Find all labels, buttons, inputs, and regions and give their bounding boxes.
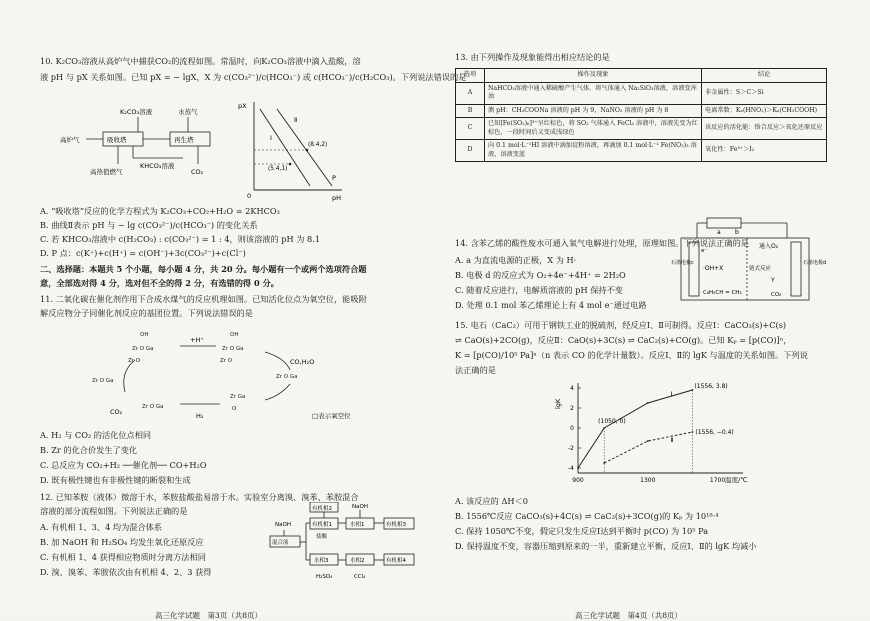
cell-c-label: 石墨电极c [671, 260, 694, 266]
annotation: (1556, 3.8) [694, 383, 728, 390]
series-label: Ⅱ [670, 436, 674, 444]
plot-ylabel: pX [238, 102, 247, 110]
plot-p: P [332, 174, 336, 182]
plot-line2-label: Ⅱ [294, 116, 298, 124]
svg-text:Zr O: Zr O [128, 358, 141, 364]
q13-cell-res: 该反应的活化能：络合反应＞氧化还原反应 [702, 118, 827, 140]
x-tick-label: 1700 [709, 477, 726, 484]
q10-option-d: D. P 点：c(K⁺)+c(H⁺) = c(OH⁻)+3c(CO₃²⁻)+c(Cl⁻) [40, 248, 246, 258]
cell-b: b [735, 229, 739, 236]
q12-org2: 有机相2 [312, 506, 332, 512]
q11-option-a: A. H₂ 与 CO₂ 的活化位点相同 [40, 430, 152, 440]
series-line-1 [578, 390, 692, 468]
q12-option-c: C. 有机相 1、4 获得相应物质时分离方法相同 [40, 552, 206, 562]
q15-line3: K = [p(CO)/10⁵ Pa]ⁿ（n 表示 CO 的化学计量数）。反应Ⅰ、Ⅱ的 lgK 与温度的关系如图。下列说 [455, 350, 808, 360]
series-label: Ⅰ [670, 390, 673, 398]
q11-line1: 11. 二氧化碳在催化剂作用下合成水煤气的反应机理如图。已知活化位点为氧空位，能吸附 [40, 294, 367, 304]
flow-gas-in: 高炉气 [60, 136, 80, 144]
q10-line1: 10. K₂CO₃溶液从高炉气中捕获CO₂的流程如图。常温时，向K₂CO₃溶液中滴入盐酸，溶 [40, 56, 361, 66]
q14-option-c: C. 随着反应进行，电解质溶液的 pH 保持不变 [455, 285, 623, 295]
y-tick-label: 4 [570, 385, 574, 392]
q13-title: 13. 由下列操作及现象能得出相应结论的是 [455, 52, 610, 62]
q12-ccl4: CCl₄ [354, 574, 366, 580]
q13-table [455, 68, 827, 162]
flow-khco3: KHCO₃溶液 [140, 162, 175, 170]
svg-text:O: O [232, 406, 237, 412]
q12-separation-flow [230, 502, 435, 584]
q12-aq1: 水相1 [350, 522, 365, 528]
q10-option-b: B. 曲线Ⅱ表示 pH 与 − lg c(CO₃²⁻)/c(HCO₃⁻) 的变化关系 [40, 220, 258, 230]
q14-option-a: A. a 为直流电源的正极，X 为 H· [455, 255, 577, 265]
q11-line2: 解反应物分子同催化剂反应的基团位置。下列说法错误的是 [40, 308, 253, 318]
q12-aq3: 水相3 [314, 558, 329, 564]
q10-option-a: A. “吸收塔”反应的化学方程式为 K₂CO₃+CO₂+H₂O = 2KHCO₃ [40, 206, 280, 216]
q11-option-d: D. 既有极性键也有非极性键的断裂和生成 [40, 475, 191, 485]
flow-absorb: 吸收塔 [107, 136, 127, 144]
y-tick-label: 2 [570, 405, 574, 412]
q13-header-row [456, 69, 827, 83]
q13-cell-op: 测 pH：CH₃COONa 溶液的 pH 为 9，NaNO₂ 溶液的 pH 为 8 [485, 104, 702, 118]
svg-text:Zr O: Zr O [220, 358, 233, 364]
annotation: (1556, −0.4) [695, 429, 734, 436]
q10-line2: 液 pH 与 pX 关系如图。已知 pX = − lgX，X 为 c(CO₃²⁻)/c(HCO₃⁻) 或 c(HCO₃⁻)/c(H₂CO₃)。下列说法错误的是 [40, 72, 467, 82]
q12-option-d: D. 溴、溴苯、苯胺依次由有机相 4、2、3 获得 [40, 567, 212, 577]
cell-o2: 通入O₂ [759, 243, 779, 250]
q12-naoh-left: NaOH [275, 522, 291, 528]
q15-option-a: A. 该反应的 ΔH＜0 [455, 496, 528, 506]
plot-pt1: (8.4,2) [308, 142, 328, 148]
q13-cell-op: NaHCO₃溶液中通入稀硫酸产生气体，将气体通入 Na₂SiO₃溶液，溶液变浑浊 [485, 82, 702, 104]
table-row [456, 82, 827, 104]
q14-option-b: B. 电极 d 的反应式为 O₂+4e⁻+4H⁺ = 2H₂O [455, 270, 626, 280]
q12-h2so4: H₂SO₄ [316, 574, 333, 580]
data-point [647, 440, 649, 442]
q14-electrolysis-cell [667, 216, 827, 308]
x-tick-label: 900 [572, 477, 584, 484]
y-tick-label: 0 [570, 425, 574, 432]
q13-cell-opt: A [456, 82, 485, 104]
section2-heading-cont: 意，全部选对得 4 分，选对但不全的得 2 分，有选错的得 0 分。 [40, 278, 279, 288]
q11-co2: CO₂ [110, 408, 123, 416]
x-axis-label: 温度/℃ [725, 476, 748, 484]
cell-y: Y [771, 277, 775, 284]
svg-text:Zr O Ga: Zr O Ga [132, 346, 154, 352]
plot-origin: 0 [247, 192, 252, 200]
q10-flow-diagram [58, 102, 233, 202]
svg-text:OH: OH [140, 332, 149, 338]
q12-line2: 溶液的部分流程如图。下列说法正确的是 [40, 506, 188, 516]
plot-xlabel: pH [332, 194, 342, 202]
q14-line1: 14. 含苯乙烯的酸性废水可通入氧气电解进行处理，原理如图。下列说法正确的是 [455, 238, 749, 248]
q13-cell-opt: B [456, 104, 485, 118]
table-row [456, 104, 827, 118]
q12-line1: 12. 已知苯胺（液体）微溶于水，苯胺盐酸盐易溶于水。实验室分离溴、溴苯、苯胺混合 [40, 492, 359, 502]
svg-text:Zr O Ga: Zr O Ga [92, 378, 114, 384]
flow-outlet: 高热值燃气 [90, 168, 123, 176]
q13-cell-opt: C [456, 118, 485, 140]
q12-aq2: 水相2 [350, 558, 365, 564]
svg-text:Zr O Ga: Zr O Ga [142, 404, 164, 410]
q13-cell-op: 已知[Fe(SO₂)₆]³⁺呈红棕色，将 SO₂ 气体通入 FeCl₃ 溶液中，溶液先变为红棕色，一段时间后又变成浅绿色 [485, 118, 702, 140]
q13-cell-opt: D [456, 140, 485, 162]
q12-naoh-top: NaOH [352, 504, 368, 510]
q15-line4: 法正确的是 [455, 365, 496, 375]
flow-co2: CO₂ [191, 168, 204, 176]
q13-cell-res: 电离常数：Kₐ(HNO₂)＞Kₐ(CH₃COOH) [702, 104, 827, 118]
q15-option-c: C. 保持 1050℃不变，假定只发生反应Ⅰ达到平衡时 p(CO) 为 10⁵ Pa [455, 526, 709, 536]
svg-text:OH: OH [230, 332, 239, 338]
table-row [456, 140, 827, 162]
q11-h2: H₂ [196, 412, 204, 420]
data-point [577, 467, 579, 469]
q11-mechanism-diagram [80, 322, 370, 427]
table-row [456, 118, 827, 140]
power-supply [707, 218, 741, 228]
q15-option-b: B. 1556℃反应 CaCO₃(s)+4C(s) ⇌ CaC₂(s)+3CO(g)的 Kₚ 为 10¹⁸·⁴ [455, 511, 719, 521]
data-point [647, 402, 649, 404]
svg-text:Zr O Ga: Zr O Ga [276, 374, 298, 380]
q11-option-c: C. 总反应为 CO₂+H₂ ──催化剂── CO+H₂O [40, 460, 207, 470]
plot-line1-label: Ⅰ [270, 134, 272, 142]
q13-cell-res: 非金属性：S＞C＞Si [702, 82, 827, 104]
q10-option-c: C. 若 KHCO₃溶液中 c(H₂CO₃) : c(CO₃²⁻) = 1 : 4，则该溶液的 pH 为 8.1 [40, 234, 321, 244]
q11-legend: □表示氧空位 [312, 412, 351, 420]
q11-option-b: B. Zr 的化合价发生了变化 [40, 445, 138, 455]
q15-lgk-temperature-chart [550, 375, 765, 490]
flow-k2co3: K₂CO₃溶液 [120, 108, 153, 116]
q12-hcl: 盐酸 [316, 534, 328, 540]
flow-steam: 水蒸气 [178, 108, 198, 116]
svg-text:Zr Ga: Zr Ga [230, 394, 246, 400]
q11-co-h2o: CO,H₂O [290, 358, 315, 366]
left-footer: 高三化学试题 第3页（共8页） [155, 611, 263, 620]
q10-px-ph-plot [232, 94, 352, 204]
cell-a: a [717, 229, 721, 236]
cell-styrene: C₆H₅CH = CH₂ [703, 290, 742, 296]
q15-option-d: D. 保持温度不变，容器压缩到原来的一半，重新建立平衡，反应Ⅰ、Ⅱ的 lgK 均减小 [455, 541, 757, 551]
series-line-2 [604, 432, 692, 463]
q13-cell-op: 向 0.1 mol·L⁻¹HI 溶液中滴加淀粉溶液，再滴加 0.1 mol·L⁻¹ Fe(NO₃)₃ 溶液，溶液变蓝 [485, 140, 702, 162]
cell-co2: CO₂ [771, 292, 782, 298]
q12-option-b: B. 加 NaOH 和 H₂SO₄ 均发生氧化还原反应 [40, 537, 204, 547]
q12-org3: 有机相3 [386, 522, 406, 528]
plot-pt2: (5.4,1) [268, 166, 288, 172]
flow-regen: 再生塔 [174, 136, 194, 144]
q13-header-opt: 选项 [456, 69, 485, 83]
y-tick-label: -2 [568, 445, 574, 452]
q12-org4: 有机相4 [386, 558, 406, 564]
q11-h-plus: +H⁺ [190, 336, 204, 344]
y-axis-label: lgK [554, 398, 562, 409]
q13-header-op: 操作及现象 [485, 69, 702, 83]
right-footer: 高三化学试题 第4页（共8页） [575, 611, 683, 620]
svg-text:Zr O Ga: Zr O Ga [222, 346, 244, 352]
cell-oh: ·OH+X [703, 265, 724, 272]
q12-option-a: A. 有机相 1、3、4 均为混合体系 [40, 522, 163, 532]
q13-cell-res: 氧化性：Fe³⁺＞I₂ [702, 140, 827, 162]
annotation: (1050, 0) [598, 418, 626, 425]
cell-e-minus: e⁻ [701, 248, 708, 254]
q15-line1: 15. 电石（CaC₂）可用于钢铁工业的脱硫剂，经反应Ⅰ、Ⅱ可制得。反应Ⅰ：CaCO₃(s)+C(s) [455, 320, 787, 330]
q12-org1: 有机相1 [312, 522, 332, 528]
q14-option-d: D. 处理 0.1 mol 苯乙烯理论上有 4 mol e⁻通过电路 [455, 300, 647, 310]
x-tick-label: 1300 [640, 477, 656, 484]
cell-chain: 链式反应 [749, 266, 772, 272]
cell-d-label: 石墨电极d [803, 260, 827, 266]
q12-mix: 混合液 [272, 540, 289, 546]
y-tick-label: -4 [568, 465, 574, 472]
q13-header-res: 结论 [702, 69, 827, 83]
section2-heading: 二、选择题：本题共 5 个小题，每小题 4 分，共 20 分。每小题有一个或两个选项符合题 [40, 264, 367, 274]
q15-line2: ⇌ CaO(s)+2CO(g)，反应Ⅱ：CaO(s)+3C(s) ⇌ CaC₂(s)+CO(g)。已知 Kₚ = [p(CO)]ⁿ， [455, 335, 792, 345]
